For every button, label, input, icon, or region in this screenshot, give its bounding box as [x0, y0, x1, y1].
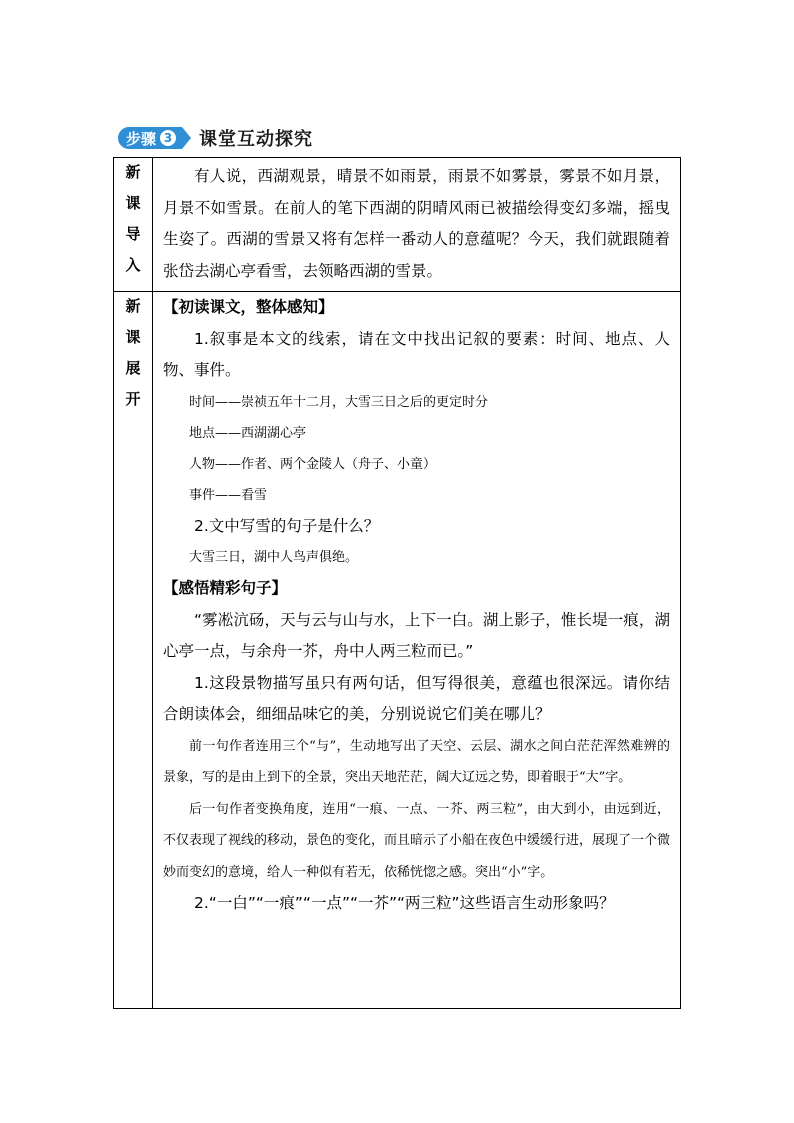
label-char: 新 [125, 297, 141, 315]
new-lesson-content [153, 292, 681, 1009]
answer-3-paragraph-1: 前一句作者连用三个“与”，生动地写出了天空、云层、湖水之间白茫茫浑然难辨的景象，写的是由上到下的全景，突出天地茫茫，阔大辽远之势，即着眼于“大”字。 [163, 738, 670, 785]
label-char: 开 [125, 390, 141, 408]
question-2: 2.文中写雪的句子是什么？ [194, 516, 380, 535]
row-introduction [114, 158, 681, 292]
question-3: 1.这段景物描写虽只有两句话，但写得很美，意蕴也很深远。请你结合朗读体会，细细品味它的美，分别说说它们美在哪儿？ [163, 673, 670, 723]
answer-3-paragraph-2: 后一句作者变换角度，连用“一痕、一点、一芥、两三粒”，由大到小，由远到近，不仅表现了视线的移动，景色的变化，而且暗示了小船在夜色中缓缓行进，展现了一个微妙而变幻的意境，给人一种似有若无，依稀恍惚之感。突出“小”字。 [163, 801, 671, 880]
row-label-introduction [114, 158, 153, 292]
label-char: 新 [125, 163, 141, 181]
introduction-content [153, 158, 681, 292]
answer-line: 地点——西湖湖心亭 [189, 425, 307, 441]
step-label: 步骤 [126, 129, 157, 148]
answer-line: 时间——崇祯五年十二月，大雪三日之后的更定时分 [189, 394, 489, 410]
label-char: 展 [125, 359, 141, 377]
label-char: 入 [125, 256, 141, 274]
step-badge [118, 127, 182, 149]
section-heading-appreciation: 【感悟精彩句子】 [163, 579, 288, 597]
step-title: 课堂互动探究 [199, 129, 314, 150]
question-4: 2.“一白”“一痕”“一点”“一芥”“两三粒”这些语言生动形象吗？ [194, 894, 615, 912]
question-1: 1.叙事是本文的线索，请在文中找出记叙的要素：时间、地点、人物、事件。 [163, 329, 670, 379]
answer-line: 人物——作者、两个金陵人（舟子、小童） [189, 456, 437, 472]
section-heading-first-reading: 【初读课文，整体感知】 [163, 298, 334, 316]
step-number: 3 [160, 130, 176, 146]
label-char: 课 [125, 194, 141, 212]
introduction-text: 有人说，西湖观景，晴景不如雨景，雨景不如雾景，雾景不如月景，月景不如雪景。在前人的笔下西湖的阴晴风雨已被描绘得变幻多端，摇曳生姿了。西湖的雪景又将有怎样一番动人的意蕴呢？今天，我们就跟随着张岱去湖心亭看雪，去领略西湖的雪景。 [163, 167, 670, 280]
step-badge-arrow [182, 127, 191, 149]
label-char: 课 [125, 328, 141, 346]
step-header [118, 126, 313, 150]
label-char: 导 [125, 225, 141, 243]
answer-line: 事件——看雪 [189, 487, 268, 503]
quoted-passage: “雾凇沆砀，天与云与山与水，上下一白。湖上影子，惟长堤一痕，湖心亭一点，与余舟一芥，舟中人两三粒而已。” [163, 610, 670, 660]
row-new-lesson [114, 292, 681, 1009]
answer-2: 大雪三日，湖中人鸟声俱绝。 [189, 550, 359, 565]
lesson-table [113, 157, 681, 1009]
row-label-new-lesson [114, 292, 153, 1009]
